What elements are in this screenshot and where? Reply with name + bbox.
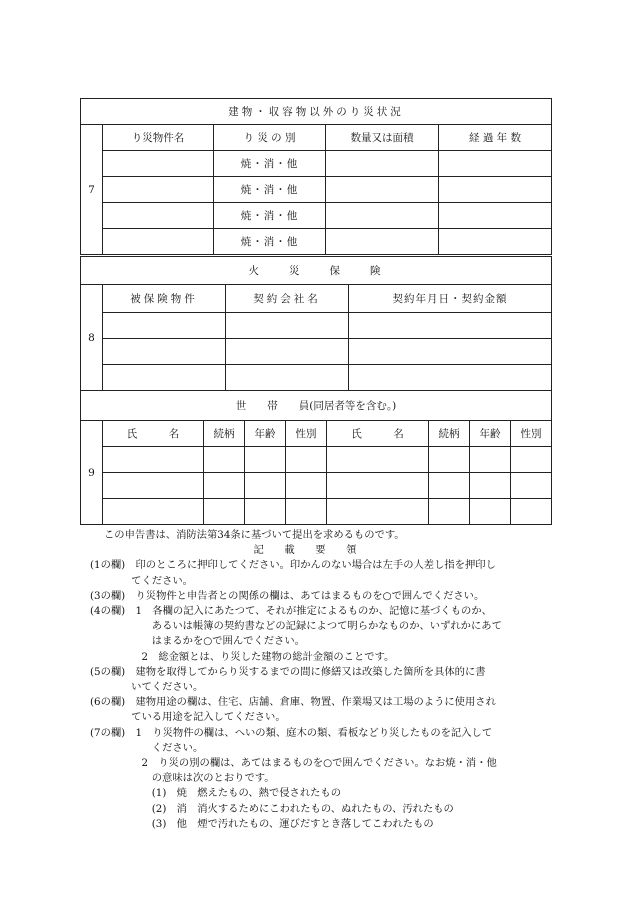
contract-date-amount-cell[interactable] xyxy=(349,339,552,365)
insurer-name-cell[interactable] xyxy=(226,339,349,365)
elapsed-years-cell[interactable] xyxy=(439,177,552,203)
member-relationship-cell[interactable] xyxy=(429,447,470,473)
damaged-item-cell[interactable] xyxy=(103,229,214,255)
note-line: (7の欄) 1 り災物件の欄は、へいの類、庭木の類、看板などり災したものを記入して xyxy=(90,726,493,739)
quantity-cell[interactable] xyxy=(326,229,439,255)
member-sex-cell[interactable] xyxy=(286,447,327,473)
section7-row-label: 7 xyxy=(81,125,103,255)
member-sex-cell[interactable] xyxy=(286,473,327,499)
header-damaged-item: り災物件名 xyxy=(103,125,214,151)
member-relationship-cell[interactable] xyxy=(204,499,245,525)
member-age-cell[interactable] xyxy=(470,447,511,473)
insured-property-cell[interactable] xyxy=(103,313,226,339)
member-age-cell[interactable] xyxy=(245,447,286,473)
damaged-item-cell[interactable] xyxy=(103,151,214,177)
header-name: 氏 名 xyxy=(103,421,204,447)
note-line: (5の欄) 建物を取得してからり災するまでの間に修繕又は改築した箇所を具体的に書 xyxy=(90,665,486,678)
note-line: (1の欄) 印のところに押印してください。印かんのない場合は左手の人差し指を押印し xyxy=(90,559,496,572)
elapsed-years-cell[interactable] xyxy=(439,229,552,255)
member-sex-cell[interactable] xyxy=(511,447,552,473)
note-line: いてください。 xyxy=(90,681,204,694)
member-name-cell[interactable] xyxy=(103,499,204,525)
header-age: 年齢 xyxy=(245,421,286,447)
damage-type-cell[interactable]: 焼・消・他 xyxy=(214,151,326,177)
quantity-cell[interactable] xyxy=(326,177,439,203)
section7-table xyxy=(80,98,552,255)
note-line: の意味は次のとおりです。 xyxy=(90,772,275,785)
header-quantity: 数量又は面積 xyxy=(326,125,439,151)
header-sex: 性別 xyxy=(511,421,552,447)
note-line: ている用途を記入してください。 xyxy=(90,711,286,724)
member-relationship-cell[interactable] xyxy=(204,473,245,499)
member-sex-cell[interactable] xyxy=(286,499,327,525)
header-damage-type: り 災 の 別 xyxy=(214,125,326,151)
header-name: 氏 名 xyxy=(327,421,429,447)
section9-table xyxy=(80,390,552,525)
section9-title: 世 帯 員(同居者等を含む。) xyxy=(81,391,552,421)
note-line: 2 り災の別の欄は、あてはまるものを○で囲んでください。なお焼・消・他 xyxy=(90,757,497,770)
contract-date-amount-cell[interactable] xyxy=(349,313,552,339)
header-relationship: 続柄 xyxy=(204,421,245,447)
header-relationship: 続柄 xyxy=(429,421,470,447)
damaged-item-cell[interactable] xyxy=(103,203,214,229)
note-line: (2) 消 消火するためにこわれたもの、ぬれたもの、汚れたもの xyxy=(90,802,454,815)
insurer-name-cell[interactable] xyxy=(226,365,349,391)
header-elapsed-years: 経 過 年 数 xyxy=(439,125,552,151)
insured-property-cell[interactable] xyxy=(103,339,226,365)
note-line: (3) 他 煙で汚れたもの、運びだすとき落してこわれたもの xyxy=(90,817,434,830)
member-relationship-cell[interactable] xyxy=(429,473,470,499)
header-insured-property: 被保険物件 xyxy=(103,285,226,313)
note-line: (3の欄) り災物件と申告者との関係の欄は、あてはまるものを○で囲んでください。 xyxy=(90,589,485,602)
note-line: (4の欄) 1 各欄の記入にあたつて、それが推定によるものか、記憶に基づくものか、 xyxy=(90,605,492,618)
member-sex-cell[interactable] xyxy=(511,473,552,499)
member-name-cell[interactable] xyxy=(327,499,429,525)
note-line: 2 総金額とは、り災した建物の総計金額のことです。 xyxy=(90,650,395,663)
damaged-item-cell[interactable] xyxy=(103,177,214,203)
section8-title: 火 災 保 険 xyxy=(81,257,552,285)
insurer-name-cell[interactable] xyxy=(226,313,349,339)
header-insurer-name: 契約会社名 xyxy=(226,285,349,313)
section9-row-label: 9 xyxy=(81,421,103,525)
member-age-cell[interactable] xyxy=(245,473,286,499)
note-line: あるいは帳簿の契約書などの記録によつて明らかなものか、いずれかにあて xyxy=(90,620,502,633)
damage-type-cell[interactable]: 焼・消・他 xyxy=(214,177,326,203)
member-relationship-cell[interactable] xyxy=(204,447,245,473)
note-line: (1) 焼 燃えたもの、熱で侵されたもの xyxy=(90,787,342,800)
member-name-cell[interactable] xyxy=(103,447,204,473)
header-sex: 性別 xyxy=(286,421,327,447)
member-age-cell[interactable] xyxy=(470,499,511,525)
section8-table xyxy=(80,256,552,391)
insured-property-cell[interactable] xyxy=(103,365,226,391)
notes-intro: この申告書は、消防法第34条に基づいて提出を求めるものです。 xyxy=(104,529,405,541)
instructions xyxy=(90,528,560,832)
header-contract-date-amount: 契約年月日・契約金額 xyxy=(349,285,552,313)
member-name-cell[interactable] xyxy=(327,447,429,473)
note-line: はまるかを○で囲んでください。 xyxy=(90,635,305,648)
note-line: ください。 xyxy=(90,741,204,754)
elapsed-years-cell[interactable] xyxy=(439,151,552,177)
elapsed-years-cell[interactable] xyxy=(439,203,552,229)
member-sex-cell[interactable] xyxy=(511,499,552,525)
contract-date-amount-cell[interactable] xyxy=(349,365,552,391)
quantity-cell[interactable] xyxy=(326,151,439,177)
damage-type-cell[interactable]: 焼・消・他 xyxy=(214,229,326,255)
note-line: (6の欄) 建物用途の欄は、住宅、店舗、倉庫、物置、作業場又は工場のように使用され xyxy=(90,696,496,709)
quantity-cell[interactable] xyxy=(326,203,439,229)
damage-type-cell[interactable]: 焼・消・他 xyxy=(214,203,326,229)
header-age: 年齢 xyxy=(470,421,511,447)
note-line: てください。 xyxy=(90,574,193,587)
member-age-cell[interactable] xyxy=(245,499,286,525)
member-relationship-cell[interactable] xyxy=(429,499,470,525)
member-age-cell[interactable] xyxy=(470,473,511,499)
section7-title: 建物・収容物以外のり災状況 xyxy=(81,99,552,125)
member-name-cell[interactable] xyxy=(327,473,429,499)
notes-heading: 記 載 要 領 xyxy=(253,544,357,557)
section8-row-label: 8 xyxy=(81,285,103,391)
member-name-cell[interactable] xyxy=(103,473,204,499)
